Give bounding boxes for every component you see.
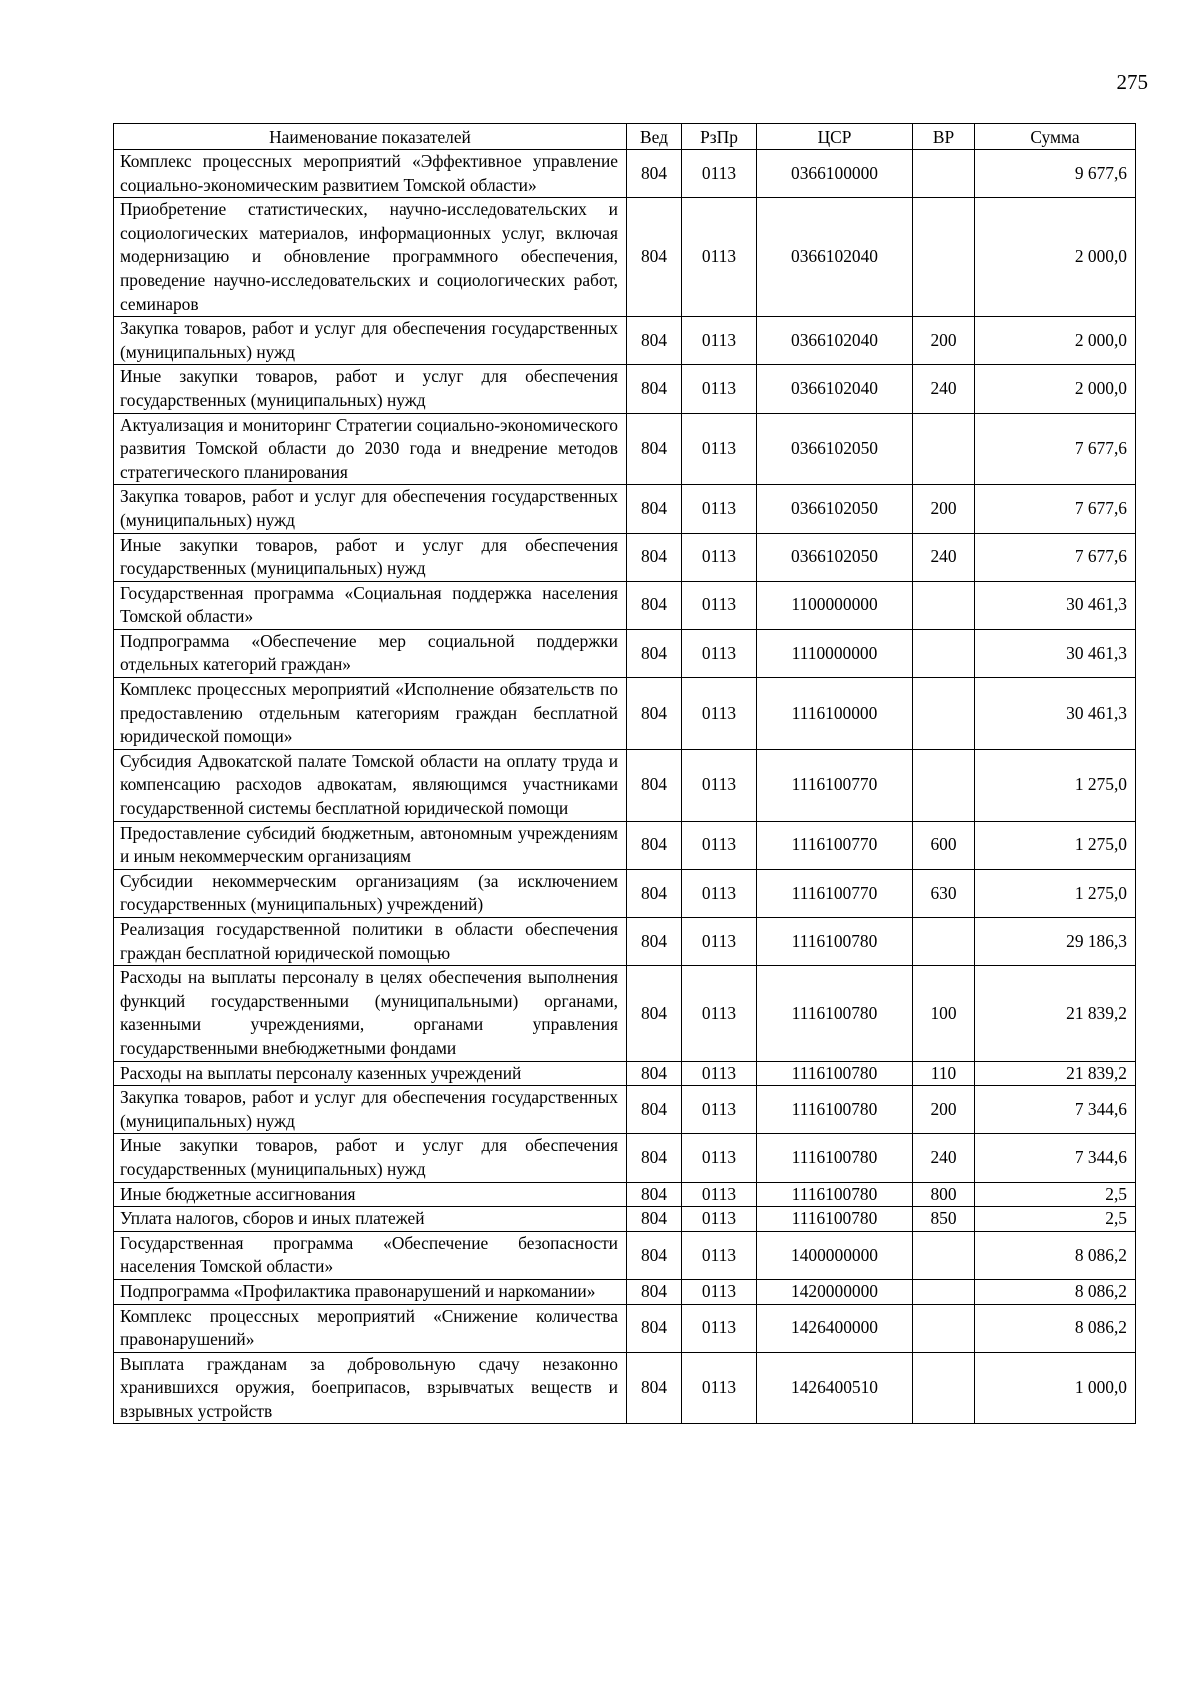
cell-rzpr: 0113: [682, 1207, 757, 1232]
cell-sum: 1 275,0: [975, 869, 1136, 917]
cell-ved: 804: [627, 869, 682, 917]
table-row: [114, 966, 1136, 1061]
cell-rzpr: 0113: [682, 1061, 757, 1086]
page-number: 275: [1116, 70, 1148, 94]
cell-sum: 2,5: [975, 1182, 1136, 1207]
table-row: [114, 365, 1136, 413]
cell-name: Подпрограмма «Профилактика правонарушений и наркомании»: [114, 1279, 627, 1304]
cell-vr: 600: [913, 821, 975, 869]
cell-vr: [913, 1304, 975, 1352]
cell-csr: 1116100780: [757, 1061, 913, 1086]
cell-vr: [913, 678, 975, 750]
cell-name: Комплекс процессных мероприятий «Исполнение обязательств по предоставлению отдельным категориям граждан бесплатной юридической помощи»: [114, 678, 627, 750]
cell-vr: 800: [913, 1182, 975, 1207]
cell-rzpr: 0113: [682, 966, 757, 1061]
cell-rzpr: 0113: [682, 198, 757, 317]
table-row: [114, 1279, 1136, 1304]
cell-vr: 200: [913, 317, 975, 365]
cell-sum: 8 086,2: [975, 1231, 1136, 1279]
cell-name: Предоставление субсидий бюджетным, автономным учреждениям и иным некоммерческим организациям: [114, 821, 627, 869]
cell-csr: 1400000000: [757, 1231, 913, 1279]
cell-name: Подпрограмма «Обеспечение мер социальной поддержки отдельных категорий граждан»: [114, 629, 627, 677]
table-row: [114, 1182, 1136, 1207]
cell-ved: 804: [627, 1061, 682, 1086]
table-row: [114, 1086, 1136, 1134]
cell-rzpr: 0113: [682, 918, 757, 966]
cell-csr: 1426400000: [757, 1304, 913, 1352]
cell-rzpr: 0113: [682, 1134, 757, 1182]
cell-name: Государственная программа «Социальная поддержка населения Томской области»: [114, 581, 627, 629]
cell-rzpr: 0113: [682, 317, 757, 365]
cell-vr: [913, 918, 975, 966]
table-row: [114, 1352, 1136, 1424]
cell-sum: 7 344,6: [975, 1134, 1136, 1182]
table-body: [114, 150, 1136, 1424]
table-row: [114, 1304, 1136, 1352]
cell-vr: [913, 1231, 975, 1279]
cell-csr: 0366102040: [757, 317, 913, 365]
cell-rzpr: 0113: [682, 150, 757, 198]
cell-vr: 200: [913, 485, 975, 533]
table-row: [114, 749, 1136, 821]
cell-csr: 1116100780: [757, 966, 913, 1061]
cell-ved: 804: [627, 1352, 682, 1424]
header-name: Наименование показателей: [114, 124, 627, 150]
cell-sum: 21 839,2: [975, 1061, 1136, 1086]
cell-ved: 804: [627, 150, 682, 198]
cell-csr: 0366102040: [757, 365, 913, 413]
cell-ved: 804: [627, 317, 682, 365]
cell-vr: [913, 1279, 975, 1304]
cell-sum: 29 186,3: [975, 918, 1136, 966]
table-row: [114, 1207, 1136, 1232]
cell-vr: [913, 150, 975, 198]
table-header: [114, 124, 1136, 150]
table-row: [114, 485, 1136, 533]
table-row: [114, 198, 1136, 317]
cell-sum: 30 461,3: [975, 581, 1136, 629]
cell-sum: 2,5: [975, 1207, 1136, 1232]
cell-ved: 804: [627, 533, 682, 581]
cell-ved: 804: [627, 485, 682, 533]
cell-rzpr: 0113: [682, 821, 757, 869]
cell-name: Уплата налогов, сборов и иных платежей: [114, 1207, 627, 1232]
cell-sum: 8 086,2: [975, 1304, 1136, 1352]
cell-vr: [913, 581, 975, 629]
cell-sum: 1 275,0: [975, 821, 1136, 869]
cell-ved: 804: [627, 629, 682, 677]
cell-name: Субсидии некоммерческим организациям (за исключением государственных (муниципальных) учреждений): [114, 869, 627, 917]
cell-ved: 804: [627, 1279, 682, 1304]
header-row: [114, 124, 1136, 150]
cell-name: Иные закупки товаров, работ и услуг для обеспечения государственных (муниципальных) нужд: [114, 365, 627, 413]
cell-csr: 1420000000: [757, 1279, 913, 1304]
cell-name: Выплата гражданам за добровольную сдачу незаконно хранившихся оружия, боеприпасов, взрывчатых веществ и взрывных устройств: [114, 1352, 627, 1424]
cell-ved: 804: [627, 1086, 682, 1134]
cell-name: Закупка товаров, работ и услуг для обеспечения государственных (муниципальных) нужд: [114, 1086, 627, 1134]
cell-ved: 804: [627, 1134, 682, 1182]
cell-rzpr: 0113: [682, 1279, 757, 1304]
cell-rzpr: 0113: [682, 1352, 757, 1424]
cell-name: Государственная программа «Обеспечение безопасности населения Томской области»: [114, 1231, 627, 1279]
cell-ved: 804: [627, 198, 682, 317]
cell-rzpr: 0113: [682, 413, 757, 485]
header-vr: ВР: [913, 124, 975, 150]
header-sum: Сумма: [975, 124, 1136, 150]
cell-ved: 804: [627, 413, 682, 485]
cell-csr: 1116100770: [757, 821, 913, 869]
cell-csr: 1100000000: [757, 581, 913, 629]
cell-vr: [913, 749, 975, 821]
cell-vr: 110: [913, 1061, 975, 1086]
table-row: [114, 1134, 1136, 1182]
cell-ved: 804: [627, 365, 682, 413]
cell-csr: 1116100770: [757, 749, 913, 821]
cell-csr: 1116100780: [757, 1182, 913, 1207]
cell-rzpr: 0113: [682, 678, 757, 750]
cell-rzpr: 0113: [682, 1182, 757, 1207]
cell-csr: 1110000000: [757, 629, 913, 677]
cell-ved: 804: [627, 1304, 682, 1352]
table-row: [114, 821, 1136, 869]
cell-csr: 1116100780: [757, 918, 913, 966]
cell-sum: 1 000,0: [975, 1352, 1136, 1424]
table-row: [114, 869, 1136, 917]
cell-csr: 1116100780: [757, 1134, 913, 1182]
cell-sum: 7 677,6: [975, 413, 1136, 485]
cell-name: Актуализация и мониторинг Стратегии социально-экономического развития Томской области до 2030 года и внедрение методов стратегического планирования: [114, 413, 627, 485]
cell-ved: 804: [627, 1182, 682, 1207]
cell-name: Закупка товаров, работ и услуг для обеспечения государственных (муниципальных) нужд: [114, 317, 627, 365]
budget-table: [113, 123, 1136, 1424]
cell-vr: 100: [913, 966, 975, 1061]
cell-csr: 1116100770: [757, 869, 913, 917]
cell-sum: 7 677,6: [975, 533, 1136, 581]
header-ved: Вед: [627, 124, 682, 150]
table-row: [114, 317, 1136, 365]
cell-vr: [913, 413, 975, 485]
cell-name: Комплекс процессных мероприятий «Снижение количества правонарушений»: [114, 1304, 627, 1352]
cell-vr: 200: [913, 1086, 975, 1134]
cell-vr: [913, 198, 975, 317]
table-row: [114, 533, 1136, 581]
cell-ved: 804: [627, 678, 682, 750]
cell-ved: 804: [627, 1231, 682, 1279]
cell-vr: [913, 1352, 975, 1424]
table-row: [114, 1061, 1136, 1086]
cell-vr: 240: [913, 533, 975, 581]
cell-sum: 1 275,0: [975, 749, 1136, 821]
table-row: [114, 150, 1136, 198]
table-row: [114, 581, 1136, 629]
header-rzpr: РзПр: [682, 124, 757, 150]
cell-rzpr: 0113: [682, 485, 757, 533]
cell-rzpr: 0113: [682, 1304, 757, 1352]
cell-sum: 2 000,0: [975, 365, 1136, 413]
cell-rzpr: 0113: [682, 629, 757, 677]
cell-name: Иные закупки товаров, работ и услуг для обеспечения государственных (муниципальных) нужд: [114, 1134, 627, 1182]
cell-sum: 8 086,2: [975, 1279, 1136, 1304]
cell-csr: 1426400510: [757, 1352, 913, 1424]
cell-csr: 1116100000: [757, 678, 913, 750]
cell-rzpr: 0113: [682, 869, 757, 917]
cell-name: Комплекс процессных мероприятий «Эффективное управление социально-экономическим развитием Томской области»: [114, 150, 627, 198]
cell-ved: 804: [627, 966, 682, 1061]
cell-name: Расходы на выплаты персоналу казенных учреждений: [114, 1061, 627, 1086]
cell-sum: 30 461,3: [975, 629, 1136, 677]
cell-sum: 21 839,2: [975, 966, 1136, 1061]
table-row: [114, 413, 1136, 485]
cell-sum: 2 000,0: [975, 198, 1136, 317]
cell-sum: 7 344,6: [975, 1086, 1136, 1134]
cell-name: Приобретение статистических, научно-исследовательских и социологических материалов, информационных услуг, включая модернизацию и обновление программного обеспечения, проведение научно-исследовательских и социологических работ, семинаров: [114, 198, 627, 317]
cell-rzpr: 0113: [682, 533, 757, 581]
cell-csr: 1116100780: [757, 1086, 913, 1134]
cell-csr: 0366102050: [757, 485, 913, 533]
cell-name: Субсидия Адвокатской палате Томской области на оплату труда и компенсацию расходов адвокатам, являющимся участниками государственной системы бесплатной юридической помощи: [114, 749, 627, 821]
table-row: [114, 629, 1136, 677]
cell-sum: 30 461,3: [975, 678, 1136, 750]
table-row: [114, 1231, 1136, 1279]
cell-vr: 240: [913, 365, 975, 413]
cell-rzpr: 0113: [682, 749, 757, 821]
cell-sum: 2 000,0: [975, 317, 1136, 365]
cell-vr: 630: [913, 869, 975, 917]
cell-csr: 0366100000: [757, 150, 913, 198]
cell-rzpr: 0113: [682, 365, 757, 413]
cell-name: Расходы на выплаты персоналу в целях обеспечения выполнения функций государственными (муниципальными) органами, казенными учреждениями, органами управления государственными внебюджетными фондами: [114, 966, 627, 1061]
cell-vr: [913, 629, 975, 677]
cell-vr: 850: [913, 1207, 975, 1232]
cell-ved: 804: [627, 821, 682, 869]
cell-rzpr: 0113: [682, 581, 757, 629]
cell-rzpr: 0113: [682, 1231, 757, 1279]
cell-csr: 0366102050: [757, 413, 913, 485]
cell-name: Закупка товаров, работ и услуг для обеспечения государственных (муниципальных) нужд: [114, 485, 627, 533]
header-csr: ЦСР: [757, 124, 913, 150]
cell-sum: 9 677,6: [975, 150, 1136, 198]
cell-ved: 804: [627, 1207, 682, 1232]
table-row: [114, 678, 1136, 750]
cell-csr: 1116100780: [757, 1207, 913, 1232]
cell-ved: 804: [627, 581, 682, 629]
cell-csr: 0366102040: [757, 198, 913, 317]
cell-name: Реализация государственной политики в области обеспечения граждан бесплатной юридической помощью: [114, 918, 627, 966]
table-row: [114, 918, 1136, 966]
cell-sum: 7 677,6: [975, 485, 1136, 533]
cell-rzpr: 0113: [682, 1086, 757, 1134]
cell-ved: 804: [627, 749, 682, 821]
cell-ved: 804: [627, 918, 682, 966]
cell-name: Иные закупки товаров, работ и услуг для обеспечения государственных (муниципальных) нужд: [114, 533, 627, 581]
cell-vr: 240: [913, 1134, 975, 1182]
cell-csr: 0366102050: [757, 533, 913, 581]
cell-name: Иные бюджетные ассигнования: [114, 1182, 627, 1207]
